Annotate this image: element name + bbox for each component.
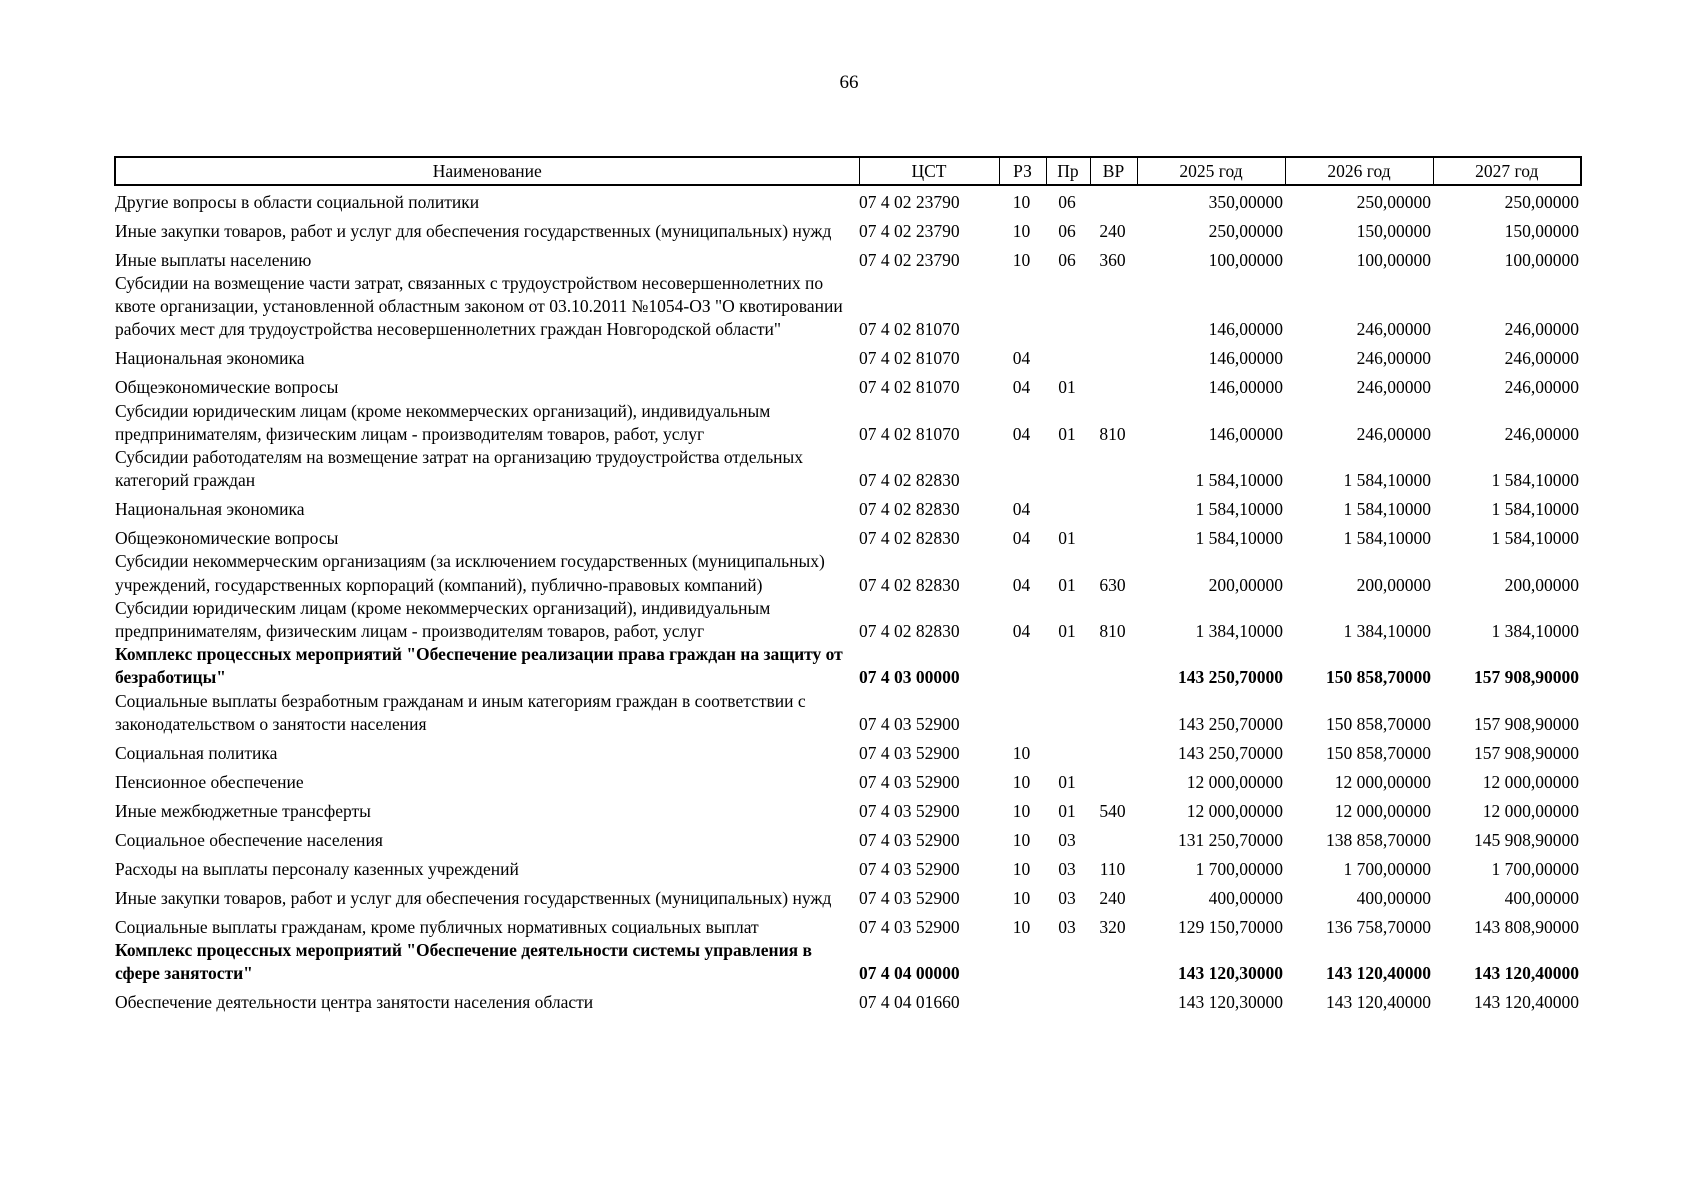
cell-y2025: 146,00000 xyxy=(1208,319,1283,340)
cell-y2025: 129 150,70000 xyxy=(1178,916,1283,937)
cell-name: Комплекс процессных мероприятий "Обеспечение деятельности системы управления в сфере занятости" xyxy=(115,940,812,984)
header-pr: Пр xyxy=(1046,157,1090,185)
cell-vr: 240 xyxy=(1099,220,1126,241)
cell-vr xyxy=(1090,643,1137,689)
cell-name: Социальные выплаты гражданам, кроме публичных нормативных социальных выплат xyxy=(115,916,759,937)
cell-pr: 03 xyxy=(1058,829,1076,850)
cell-y2026: 1 584,10000 xyxy=(1343,499,1431,520)
cell-y2025: 400,00000 xyxy=(1208,887,1283,908)
cell-name: Пенсионное обеспечение xyxy=(115,771,304,792)
table-row xyxy=(115,823,1581,852)
header-rz: РЗ xyxy=(999,157,1046,185)
table-row xyxy=(115,185,1581,214)
cell-rz xyxy=(999,272,1046,342)
cell-rz: 04 xyxy=(1012,423,1031,444)
cell-y2027: 100,00000 xyxy=(1504,249,1579,270)
cell-name: Субсидии на возмещение части затрат, связанных с трудоустройством несовершеннолетних по квоте организации, установленной областным законом от 03.10.2011 №1054-ОЗ "О квотировании рабочих мест для трудоустройства несовершеннолетних граждан Новгородской области" xyxy=(115,273,843,340)
cell-rz: 04 xyxy=(1012,621,1031,642)
cell-cst: 07 4 03 52900 xyxy=(859,829,960,850)
cell-name: Обеспечение деятельности центра занятости населения области xyxy=(115,992,594,1013)
cell-rz xyxy=(999,446,1046,492)
header-2027: 2027 год xyxy=(1433,157,1581,185)
cell-pr xyxy=(1046,985,1090,1014)
table-row xyxy=(115,985,1581,1014)
cell-vr xyxy=(1090,690,1137,736)
cell-name: Национальная экономика xyxy=(115,348,305,369)
cell-cst: 07 4 02 82830 xyxy=(859,621,960,642)
cell-cst: 07 4 02 82830 xyxy=(859,574,960,595)
cell-pr: 01 xyxy=(1058,800,1076,821)
cell-vr: 320 xyxy=(1099,916,1126,937)
budget-table xyxy=(114,156,1582,1014)
cell-cst: 07 4 02 81070 xyxy=(859,423,960,444)
table-row xyxy=(115,597,1581,643)
cell-y2025: 143 250,70000 xyxy=(1178,713,1283,734)
cell-y2025: 143 250,70000 xyxy=(1178,742,1283,763)
cell-rz: 10 xyxy=(1012,829,1031,850)
cell-y2025: 1 584,10000 xyxy=(1195,470,1283,491)
cell-y2027: 150,00000 xyxy=(1504,220,1579,241)
cell-rz: 04 xyxy=(1012,377,1031,398)
cell-y2026: 143 120,40000 xyxy=(1326,992,1431,1013)
cell-cst: 07 4 02 23790 xyxy=(859,220,960,241)
cell-y2025: 143 120,30000 xyxy=(1178,963,1283,984)
cell-vr: 240 xyxy=(1099,887,1126,908)
cell-pr xyxy=(1046,690,1090,736)
cell-cst: 07 4 03 52900 xyxy=(859,713,960,734)
cell-y2027: 12 000,00000 xyxy=(1482,771,1579,792)
cell-cst: 07 4 02 82830 xyxy=(859,470,960,491)
cell-y2026: 250,00000 xyxy=(1356,191,1431,212)
header-vr: ВР xyxy=(1090,157,1137,185)
cell-y2027: 250,00000 xyxy=(1504,191,1579,212)
cell-y2025: 100,00000 xyxy=(1208,249,1283,270)
cell-vr xyxy=(1090,736,1137,765)
cell-y2025: 12 000,00000 xyxy=(1186,800,1283,821)
cell-cst: 07 4 03 52900 xyxy=(859,771,960,792)
cell-y2027: 157 908,90000 xyxy=(1474,713,1579,734)
cell-pr: 01 xyxy=(1058,377,1076,398)
cell-rz xyxy=(999,985,1046,1014)
cell-y2027: 246,00000 xyxy=(1504,319,1579,340)
cell-pr xyxy=(1046,736,1090,765)
cell-y2025: 1 584,10000 xyxy=(1195,528,1283,549)
cell-rz: 10 xyxy=(1012,249,1031,270)
cell-y2026: 12 000,00000 xyxy=(1334,771,1431,792)
cell-y2025: 143 120,30000 xyxy=(1178,992,1283,1013)
cell-pr: 01 xyxy=(1058,574,1076,595)
table-row xyxy=(115,939,1581,985)
cell-y2026: 246,00000 xyxy=(1356,348,1431,369)
table-row xyxy=(115,446,1581,492)
cell-y2025: 146,00000 xyxy=(1208,348,1283,369)
cell-vr: 630 xyxy=(1099,574,1126,595)
cell-name: Национальная экономика xyxy=(115,499,305,520)
cell-rz: 10 xyxy=(1012,887,1031,908)
cell-y2026: 200,00000 xyxy=(1356,574,1431,595)
cell-y2026: 12 000,00000 xyxy=(1334,800,1431,821)
cell-name: Другие вопросы в области социальной политики xyxy=(115,191,480,212)
cell-cst: 07 4 04 00000 xyxy=(859,963,960,984)
table-row xyxy=(115,550,1581,596)
cell-y2026: 150 858,70000 xyxy=(1326,713,1431,734)
cell-pr: 06 xyxy=(1058,191,1076,212)
cell-pr xyxy=(1046,939,1090,985)
header-cst: ЦСТ xyxy=(859,157,999,185)
table-row xyxy=(115,342,1581,371)
cell-vr xyxy=(1090,521,1137,550)
cell-y2027: 1 700,00000 xyxy=(1491,858,1579,879)
cell-vr: 810 xyxy=(1099,621,1126,642)
cell-name: Комплекс процессных мероприятий "Обеспечение реализации права граждан на защиту от безработицы" xyxy=(115,644,843,688)
cell-rz: 10 xyxy=(1012,220,1031,241)
cell-vr xyxy=(1090,765,1137,794)
cell-y2025: 131 250,70000 xyxy=(1178,829,1283,850)
cell-y2026: 143 120,40000 xyxy=(1326,963,1431,984)
cell-name: Субсидии некоммерческим организациям (за исключением государственных (муниципальных) учреждений, государственных корпораций (компаний), публично-правовых компаний) xyxy=(115,551,825,595)
table-row xyxy=(115,272,1581,342)
cell-y2027: 1 384,10000 xyxy=(1491,621,1579,642)
cell-vr xyxy=(1090,446,1137,492)
table-row xyxy=(115,643,1581,689)
cell-rz: 04 xyxy=(1012,348,1031,369)
table-row xyxy=(115,794,1581,823)
cell-name: Расходы на выплаты персоналу казенных учреждений xyxy=(115,858,519,879)
header-2025: 2025 год xyxy=(1137,157,1285,185)
cell-y2027: 246,00000 xyxy=(1504,348,1579,369)
cell-vr xyxy=(1090,371,1137,400)
cell-pr: 01 xyxy=(1058,621,1076,642)
cell-y2026: 136 758,70000 xyxy=(1326,916,1431,937)
cell-y2027: 1 584,10000 xyxy=(1491,499,1579,520)
cell-y2027: 143 808,90000 xyxy=(1474,916,1579,937)
table-row xyxy=(115,400,1581,446)
cell-name: Общеэкономические вопросы xyxy=(115,528,339,549)
cell-y2026: 150,00000 xyxy=(1356,220,1431,241)
cell-vr xyxy=(1090,492,1137,521)
cell-rz: 10 xyxy=(1012,771,1031,792)
cell-y2026: 150 858,70000 xyxy=(1326,742,1431,763)
cell-pr xyxy=(1046,272,1090,342)
cell-y2026: 150 858,70000 xyxy=(1326,667,1431,688)
cell-pr xyxy=(1046,446,1090,492)
cell-cst: 07 4 02 82830 xyxy=(859,528,960,549)
cell-cst: 07 4 02 81070 xyxy=(859,319,960,340)
cell-rz xyxy=(999,690,1046,736)
cell-y2027: 246,00000 xyxy=(1504,377,1579,398)
cell-cst: 07 4 03 52900 xyxy=(859,916,960,937)
cell-pr: 01 xyxy=(1058,528,1076,549)
cell-name: Субсидии юридическим лицам (кроме некоммерческих организаций), индивидуальным предпринимателям, физическим лицам - производителям товаров, работ, услуг xyxy=(115,597,771,642)
cell-y2026: 246,00000 xyxy=(1356,423,1431,444)
cell-cst: 07 4 02 23790 xyxy=(859,249,960,270)
cell-y2025: 250,00000 xyxy=(1208,220,1283,241)
cell-y2025: 146,00000 xyxy=(1208,377,1283,398)
cell-y2026: 246,00000 xyxy=(1356,319,1431,340)
cell-y2025: 200,00000 xyxy=(1208,574,1283,595)
cell-y2027: 1 584,10000 xyxy=(1491,470,1579,491)
table-row xyxy=(115,910,1581,939)
cell-cst: 07 4 03 52900 xyxy=(859,800,960,821)
cell-name: Иные выплаты населению xyxy=(115,249,312,270)
cell-cst: 07 4 02 23790 xyxy=(859,191,960,212)
cell-pr xyxy=(1046,643,1090,689)
table-row xyxy=(115,371,1581,400)
cell-pr: 03 xyxy=(1058,887,1076,908)
cell-name: Социальное обеспечение населения xyxy=(115,829,383,850)
cell-name: Общеэкономические вопросы xyxy=(115,377,339,398)
cell-rz: 04 xyxy=(1012,574,1031,595)
cell-y2026: 1 584,10000 xyxy=(1343,470,1431,491)
cell-y2025: 1 700,00000 xyxy=(1195,858,1283,879)
cell-name: Субсидии работодателям на возмещение затрат на организацию трудоустройства отдельных категорий граждан xyxy=(115,447,804,491)
cell-pr xyxy=(1046,342,1090,371)
cell-rz: 10 xyxy=(1012,191,1031,212)
cell-y2027: 145 908,90000 xyxy=(1474,829,1579,850)
cell-y2027: 157 908,90000 xyxy=(1474,742,1579,763)
cell-pr: 03 xyxy=(1058,916,1076,937)
cell-y2027: 12 000,00000 xyxy=(1482,800,1579,821)
table-row xyxy=(115,492,1581,521)
cell-vr xyxy=(1090,272,1137,342)
cell-name: Иные закупки товаров, работ и услуг для обеспечения государственных (муниципальных) нужд xyxy=(115,220,832,241)
cell-vr: 810 xyxy=(1099,423,1126,444)
cell-rz xyxy=(999,643,1046,689)
cell-cst: 07 4 03 52900 xyxy=(859,887,960,908)
cell-pr xyxy=(1046,492,1090,521)
cell-y2025: 1 584,10000 xyxy=(1195,499,1283,520)
cell-pr: 01 xyxy=(1058,423,1076,444)
cell-pr: 06 xyxy=(1058,249,1076,270)
cell-pr: 01 xyxy=(1058,771,1076,792)
cell-y2026: 100,00000 xyxy=(1356,249,1431,270)
cell-y2026: 1 384,10000 xyxy=(1343,621,1431,642)
cell-rz: 10 xyxy=(1012,800,1031,821)
cell-y2027: 200,00000 xyxy=(1504,574,1579,595)
cell-rz: 04 xyxy=(1012,499,1031,520)
table-row xyxy=(115,881,1581,910)
cell-cst: 07 4 03 52900 xyxy=(859,742,960,763)
cell-name: Иные закупки товаров, работ и услуг для обеспечения государственных (муниципальных) нужд xyxy=(115,887,832,908)
cell-vr: 110 xyxy=(1099,858,1126,879)
cell-y2027: 143 120,40000 xyxy=(1474,963,1579,984)
table-header-row xyxy=(115,157,1581,185)
cell-y2025: 350,00000 xyxy=(1208,191,1283,212)
cell-y2025: 1 384,10000 xyxy=(1195,621,1283,642)
table-row xyxy=(115,214,1581,243)
cell-y2026: 1 584,10000 xyxy=(1343,528,1431,549)
cell-y2025: 146,00000 xyxy=(1208,423,1283,444)
cell-vr xyxy=(1090,823,1137,852)
table-row xyxy=(115,690,1581,736)
cell-y2026: 1 700,00000 xyxy=(1343,858,1431,879)
cell-y2027: 1 584,10000 xyxy=(1491,528,1579,549)
cell-cst: 07 4 02 81070 xyxy=(859,377,960,398)
cell-y2027: 400,00000 xyxy=(1504,887,1579,908)
cell-pr: 06 xyxy=(1058,220,1076,241)
cell-name: Социальные выплаты безработным гражданам и иным категориям граждан в соответствии с законодательством о занятости населения xyxy=(115,690,806,734)
cell-y2025: 12 000,00000 xyxy=(1186,771,1283,792)
table-row xyxy=(115,521,1581,550)
cell-vr xyxy=(1090,342,1137,371)
table-row xyxy=(115,243,1581,272)
cell-cst: 07 4 03 52900 xyxy=(859,858,960,879)
cell-rz: 10 xyxy=(1012,858,1031,879)
table-row xyxy=(115,765,1581,794)
table-body xyxy=(115,185,1581,1014)
table-row xyxy=(115,736,1581,765)
cell-rz: 04 xyxy=(1012,528,1031,549)
cell-rz xyxy=(999,939,1046,985)
header-2026: 2026 год xyxy=(1285,157,1433,185)
cell-y2027: 143 120,40000 xyxy=(1474,992,1579,1013)
cell-rz: 10 xyxy=(1012,742,1031,763)
cell-name: Субсидии юридическим лицам (кроме некоммерческих организаций), индивидуальным предпринимателям, физическим лицам - производителям товаров, работ, услуг xyxy=(115,400,771,444)
cell-cst: 07 4 02 82830 xyxy=(859,499,960,520)
cell-name: Социальная политика xyxy=(115,742,278,763)
cell-pr: 03 xyxy=(1058,858,1076,879)
cell-y2026: 138 858,70000 xyxy=(1326,829,1431,850)
cell-y2026: 246,00000 xyxy=(1356,377,1431,398)
cell-cst: 07 4 02 81070 xyxy=(859,348,960,369)
cell-vr xyxy=(1090,939,1137,985)
cell-rz: 10 xyxy=(1012,916,1031,937)
cell-vr xyxy=(1090,985,1137,1014)
cell-vr xyxy=(1090,185,1137,214)
header-name: Наименование xyxy=(115,157,859,185)
cell-cst: 07 4 04 01660 xyxy=(859,992,960,1013)
cell-vr: 540 xyxy=(1099,800,1126,821)
cell-y2027: 246,00000 xyxy=(1504,423,1579,444)
cell-y2027: 157 908,90000 xyxy=(1474,667,1579,688)
page-number: 66 xyxy=(839,72,859,93)
cell-vr: 360 xyxy=(1099,249,1126,270)
cell-y2026: 400,00000 xyxy=(1356,887,1431,908)
cell-cst: 07 4 03 00000 xyxy=(859,667,960,688)
cell-y2025: 143 250,70000 xyxy=(1178,667,1283,688)
cell-name: Иные межбюджетные трансферты xyxy=(115,800,371,821)
table-row xyxy=(115,852,1581,881)
